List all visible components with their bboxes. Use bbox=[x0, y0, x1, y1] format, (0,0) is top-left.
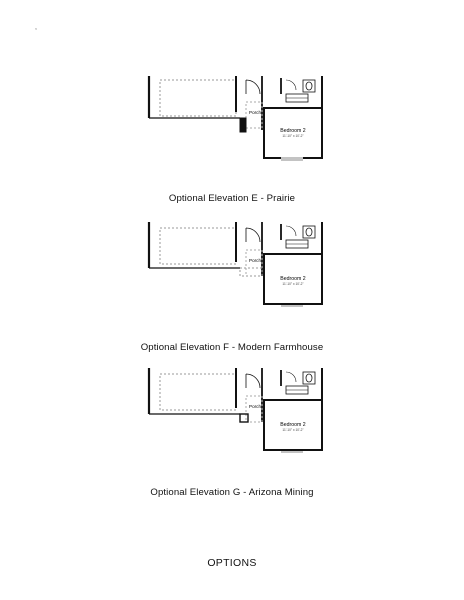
floor-plan-drawing-f bbox=[0, 218, 464, 318]
elevation-caption-g: Optional Elevation G - Arizona Mining bbox=[150, 487, 314, 498]
floor-plan-elevation-e bbox=[0, 72, 464, 172]
porch-label: Porch bbox=[249, 110, 262, 115]
corner-mark: , bbox=[35, 24, 37, 31]
porch-label: Porch bbox=[249, 404, 262, 409]
floor-plan-elevation-f bbox=[0, 218, 464, 318]
porch-label: Porch bbox=[249, 258, 262, 263]
bedroom-label: Bedroom 2 bbox=[280, 422, 306, 428]
elevation-caption-f: Optional Elevation F - Modern Farmhouse bbox=[140, 342, 324, 353]
bedroom-dimensions: 11'-10" x 10'-2" bbox=[282, 428, 304, 432]
bedroom-label: Bedroom 2 bbox=[280, 128, 306, 134]
bedroom-dimensions: 11'-10" x 10'-2" bbox=[282, 282, 304, 286]
floor-plan-drawing-e bbox=[0, 72, 464, 172]
bedroom-label: Bedroom 2 bbox=[280, 276, 306, 282]
page-title-options: OPTIONS bbox=[207, 557, 257, 569]
floor-plan-drawing-g bbox=[0, 364, 464, 464]
bedroom-dimensions: 11'-10" x 10'-2" bbox=[282, 134, 304, 138]
elevation-caption-e: Optional Elevation E - Prairie bbox=[168, 193, 296, 204]
floor-plan-elevation-g bbox=[0, 364, 464, 464]
